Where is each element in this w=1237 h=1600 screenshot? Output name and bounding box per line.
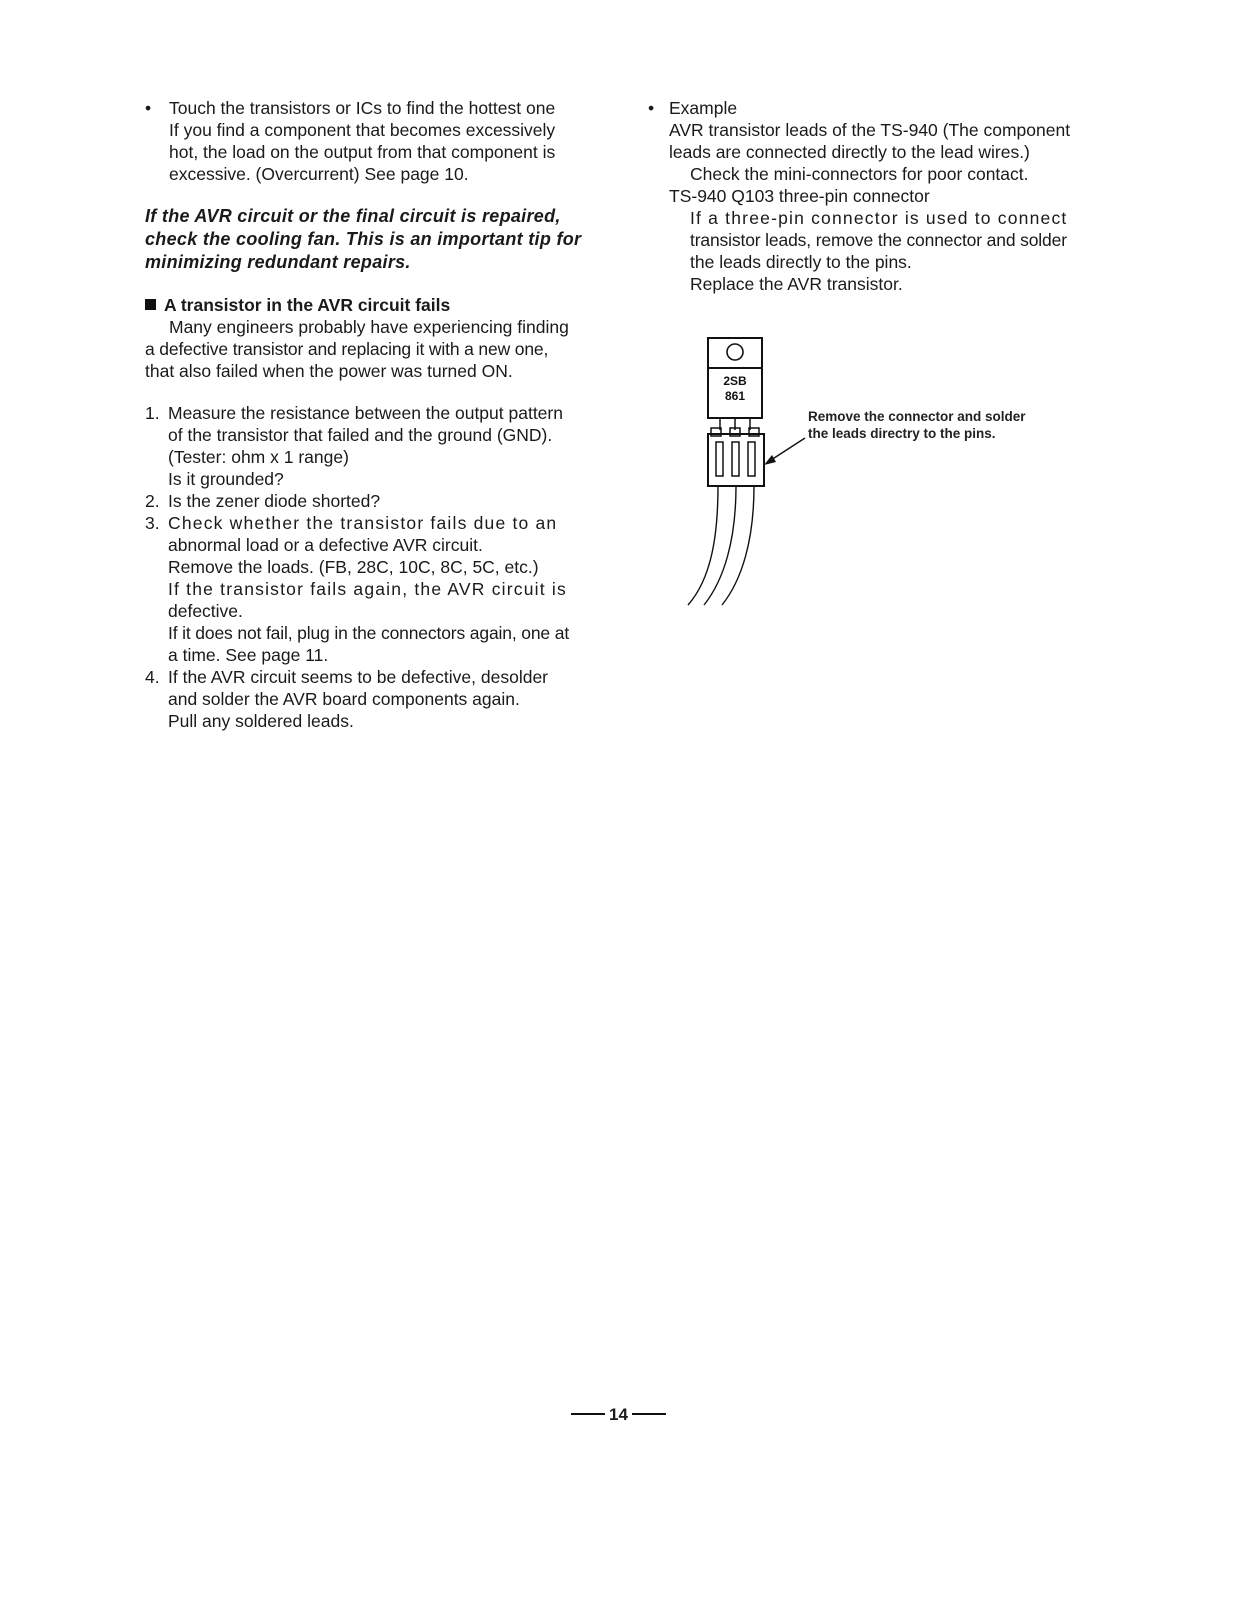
step-line: If the AVR circuit seems to be defective, desolder bbox=[168, 667, 549, 687]
step-line: Measure the resistance between the output pattern bbox=[168, 403, 563, 423]
tip-line: excessive. (Overcurrent) See page 10. bbox=[169, 164, 469, 184]
note-line: check the cooling fan. This is an important tip for bbox=[145, 229, 582, 249]
right-column bbox=[648, 97, 1103, 295]
step-line: If it does not fail, plug in the connectors again, one at bbox=[168, 623, 570, 643]
tip-heading: Touch the transistors or ICs to find the hottest one bbox=[169, 98, 556, 118]
example-line: Replace the AVR transistor. bbox=[690, 274, 903, 294]
example-block bbox=[648, 97, 1103, 295]
note-line: minimizing redundant repairs. bbox=[145, 252, 411, 272]
intro-line: Many engineers probably have experiencing finding bbox=[169, 317, 569, 337]
tip-line: hot, the load on the output from that component is bbox=[169, 142, 556, 162]
transistor-tab bbox=[708, 338, 762, 368]
transistor-connector-diagram bbox=[680, 330, 1100, 620]
example-heading: Example bbox=[669, 98, 738, 118]
step-line: Pull any soldered leads. bbox=[168, 711, 354, 731]
step-line: of the transistor that failed and the ground (GND). bbox=[168, 425, 553, 445]
section-heading bbox=[145, 294, 600, 316]
step-number: 3. bbox=[145, 513, 160, 533]
diagram-caption bbox=[808, 408, 1026, 442]
footer-dash-right bbox=[632, 1413, 666, 1415]
step-line: If the transistor fails again, the AVR circuit is bbox=[168, 579, 567, 599]
example-line: Check the mini-connectors for poor contact. bbox=[690, 164, 1029, 184]
step-line: Is it grounded? bbox=[168, 469, 284, 489]
step-line: Is the zener diode shorted? bbox=[168, 491, 381, 511]
list-item bbox=[145, 402, 600, 490]
square-bullet-icon bbox=[145, 299, 156, 310]
caption-line: the leads directry to the pins. bbox=[808, 426, 996, 441]
connector-slot bbox=[732, 442, 739, 476]
step-number: 1. bbox=[145, 403, 160, 423]
part-number-line2: 861 bbox=[724, 389, 746, 403]
list-item bbox=[145, 512, 600, 666]
example-line: AVR transistor leads of the TS-940 (The component bbox=[669, 120, 1071, 140]
step-line: and solder the AVR board components again. bbox=[168, 689, 520, 709]
step-line: Check whether the transistor fails due to an bbox=[168, 513, 558, 533]
steps-list bbox=[145, 402, 600, 732]
footer-dash-left bbox=[571, 1413, 605, 1415]
example-line: If a three-pin connector is used to connect bbox=[690, 208, 1068, 228]
caption-line: Remove the connector and solder bbox=[808, 409, 1026, 424]
page-number: 14 bbox=[609, 1405, 628, 1424]
section-heading-text: A transistor in the AVR circuit fails bbox=[164, 295, 451, 315]
list-item bbox=[145, 490, 600, 512]
bullet-marker: • bbox=[145, 98, 152, 118]
example-line: the leads directly to the pins. bbox=[690, 252, 912, 272]
example-line: leads are connected directly to the lead wires.) bbox=[669, 142, 1030, 162]
tip-line: If you find a component that becomes excessively bbox=[169, 120, 556, 140]
hottest-component-tip bbox=[145, 97, 600, 185]
list-item bbox=[145, 666, 600, 732]
step-line: defective. bbox=[168, 601, 243, 621]
example-line: TS-940 Q103 three-pin connector bbox=[669, 186, 930, 206]
step-number: 4. bbox=[145, 667, 160, 687]
part-number-line1: 2SB bbox=[723, 374, 747, 388]
step-line: a time. See page 11. bbox=[168, 645, 329, 665]
example-line: transistor leads, remove the connector and solder bbox=[690, 230, 1067, 250]
intro-line: that also failed when the power was turned ON. bbox=[145, 361, 513, 381]
lead-wire bbox=[704, 486, 736, 605]
lead-wire bbox=[688, 486, 718, 605]
bullet-marker: • bbox=[648, 98, 655, 118]
cooling-fan-note bbox=[145, 205, 600, 274]
step-number: 2. bbox=[145, 491, 160, 511]
avr-failure-section bbox=[145, 294, 600, 382]
page-footer bbox=[0, 1405, 1237, 1425]
step-line: abnormal load or a defective AVR circuit. bbox=[168, 535, 483, 555]
intro-line: a defective transistor and replacing it with a new one, bbox=[145, 339, 549, 359]
lead-wire bbox=[722, 486, 754, 605]
note-line: If the AVR circuit or the final circuit is repaired, bbox=[145, 206, 561, 226]
step-line: (Tester: ohm x 1 range) bbox=[168, 447, 349, 467]
mounting-hole-icon bbox=[727, 344, 743, 360]
left-column bbox=[145, 97, 600, 732]
arrowhead-icon bbox=[764, 455, 776, 465]
connector-slot bbox=[748, 442, 755, 476]
connector-slot bbox=[716, 442, 723, 476]
step-line: Remove the loads. (FB, 28C, 10C, 8C, 5C, etc.) bbox=[168, 557, 539, 577]
